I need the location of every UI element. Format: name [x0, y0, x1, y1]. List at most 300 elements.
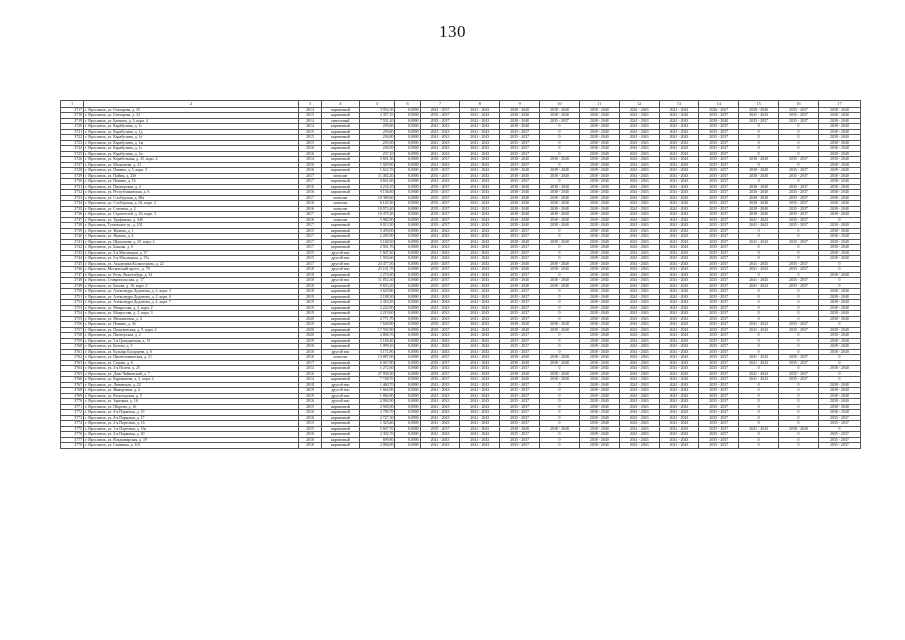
table-cell: 2038 - 2040: [540, 261, 580, 267]
table-cell: 2035 - 2037: [699, 289, 739, 295]
table-cell: 2041 - 2043: [460, 239, 500, 245]
table-cell: 2016: [299, 371, 322, 377]
table-cell: 2041 - 2043: [659, 173, 699, 179]
table-cell: 2038 - 2040: [579, 327, 619, 333]
table-cell: 2038 - 2040: [500, 217, 540, 223]
table-cell: 0: [779, 432, 819, 438]
table-cell: 3721: [61, 129, 84, 135]
table-cell: 2041 - 2043: [659, 410, 699, 416]
table-cell: 2038 - 2040: [540, 322, 580, 328]
table-cell: 0: [540, 245, 580, 251]
table-cell: 2038 - 2040: [579, 179, 619, 185]
table-cell: 0,0000: [395, 410, 420, 416]
table-cell: кирпичный: [322, 146, 360, 152]
table-cell: 2038 - 2040: [500, 195, 540, 201]
table-cell: кирпичный: [322, 360, 360, 366]
table-cell: 2041 - 2043: [460, 261, 500, 267]
table-cell: г. Ярославль, ул. Пионерская, д. 4: [84, 184, 299, 190]
table-cell: 2041 - 2043: [420, 410, 460, 416]
table-cell: 3731: [61, 184, 84, 190]
table-cell: 2035 - 2037: [699, 421, 739, 427]
table-cell: 0: [540, 366, 580, 372]
table-cell: 2035 - 2037: [699, 415, 739, 421]
table-cell: 2015: [299, 421, 322, 427]
table-cell: 2035 - 2037: [699, 245, 739, 251]
table-cell: 0,0000: [395, 129, 420, 135]
table-cell: 0: [779, 228, 819, 234]
table-cell: 2016: [299, 344, 322, 350]
table-cell: 2035 - 2037: [500, 399, 540, 405]
table-cell: 3768: [61, 388, 84, 394]
table-cell: 2041 - 2043: [420, 289, 460, 295]
table-cell: 5 607,70: [359, 426, 395, 432]
table-cell: 9 653,20: [359, 283, 395, 289]
table-cell: 0: [779, 140, 819, 146]
table-cell: 2041 - 2043: [460, 355, 500, 361]
table-cell: 2038 - 2040: [500, 206, 540, 212]
table-cell: 2035 - 2037: [699, 228, 739, 234]
table-cell: г. Ярославль, ул. Пионеловковская, д. 21: [84, 355, 299, 361]
table-cell: 2041 - 2043: [460, 151, 500, 157]
table-cell: 2035 - 2037: [420, 278, 460, 284]
table-cell: 0: [779, 124, 819, 130]
table-cell: 3756: [61, 322, 84, 328]
table-cell: 2041 - 2043: [619, 415, 659, 421]
table-cell: 2041 - 2043: [420, 179, 460, 185]
table-cell: 2041 - 2043: [460, 146, 500, 152]
table-cell: 0,0000: [395, 349, 420, 355]
table-cell: 3 952,50: [359, 107, 395, 113]
table-cell: 2041 - 2043: [619, 410, 659, 416]
table-cell: 2016: [299, 206, 322, 212]
table-cell: другой тип: [322, 399, 360, 405]
table-cell: 2041 - 2043: [619, 206, 659, 212]
table-cell: 2035 - 2037: [818, 415, 860, 421]
table-cell: 2035 - 2037: [699, 399, 739, 405]
table-cell: 2038 - 2040: [500, 322, 540, 328]
table-cell: 2038 - 2040: [818, 399, 860, 405]
table-cell: 2041 - 2043: [659, 415, 699, 421]
table-cell: 5 982,90: [359, 217, 395, 223]
table-cell: 2038 - 2040: [579, 349, 619, 355]
table-cell: 2041 - 2043: [460, 415, 500, 421]
table-cell: кирпичный: [322, 366, 360, 372]
table-cell: 0: [540, 382, 580, 388]
table-cell: 2035 - 2037: [779, 184, 819, 190]
table-cell: г. Ярославль, ул. Жаворонки, д. 4: [84, 388, 299, 394]
table-cell: 2035 - 2037: [699, 344, 739, 350]
table-cell: 3762: [61, 355, 84, 361]
table-cell: другой тип: [322, 278, 360, 284]
table-cell: 3740: [61, 234, 84, 240]
table-cell: 2038 - 2040: [540, 195, 580, 201]
table-cell: г. Ярославль, ул. Карабулина, д. 1е: [84, 135, 299, 141]
table-cell: 2041 - 2043: [460, 217, 500, 223]
table-cell: 2019: [299, 294, 322, 300]
table-cell: 2035 - 2037: [500, 393, 540, 399]
table-cell: 0: [739, 179, 779, 185]
table-cell: 2041 - 2043: [659, 399, 699, 405]
table-cell: 2041 - 2043: [460, 267, 500, 273]
table-cell: 2038 - 2040: [579, 261, 619, 267]
table-cell: 0: [818, 322, 860, 328]
table-cell: 2038 - 2040: [579, 371, 619, 377]
table-cell: 2038 - 2040: [818, 256, 860, 262]
table-cell: 0,0000: [395, 124, 420, 130]
table-cell: 2017: [299, 223, 322, 229]
table-cell: кирпичный: [322, 415, 360, 421]
table-cell: 0: [779, 349, 819, 355]
table-cell: 2038 - 2040: [500, 223, 540, 229]
table-cell: г. Ярославль, Московский просп., д. 78: [84, 267, 299, 273]
table-cell: 0: [540, 404, 580, 410]
table-cell: 2035 - 2037: [699, 437, 739, 443]
table-cell: 0: [540, 349, 580, 355]
table-cell: 2038 - 2040: [579, 113, 619, 119]
table-cell: г. Ярославль, ул. Труфанова, д. 34б: [84, 217, 299, 223]
table-cell: 2035 - 2037: [699, 206, 739, 212]
table-cell: 2038 - 2040: [739, 107, 779, 113]
table-cell: кирпичный: [322, 124, 360, 130]
table-cell: г. Ярославль, ул. Шарона, д. 16: [84, 404, 299, 410]
table-cell: 2038 - 2040: [579, 426, 619, 432]
table-cell: 2038 - 2040: [500, 157, 540, 163]
table-cell: кирпичный: [322, 371, 360, 377]
table-cell: 2041 - 2043: [420, 300, 460, 306]
table-cell: 0: [779, 294, 819, 300]
table-cell: г. Ярославль, ул. Быкова, д. 6: [84, 245, 299, 251]
table-cell: 3 691,30: [359, 157, 395, 163]
table-cell: 2035 - 2037: [500, 432, 540, 438]
table-cell: г. Ярославль, ул. Белова, д. 5: [84, 344, 299, 350]
table-cell: 2038 - 2040: [739, 173, 779, 179]
table-cell: 0: [540, 393, 580, 399]
table-cell: 3759: [61, 338, 84, 344]
table-cell: 2038 - 2040: [540, 360, 580, 366]
table-cell: 2041 - 2043: [420, 382, 460, 388]
table-cell: 2035 - 2037: [699, 382, 739, 388]
table-cell: г. Ярославль, ул. Вологодская, д. 5: [84, 393, 299, 399]
table-cell: 11 852,30: [359, 278, 395, 284]
table-cell: 3751: [61, 294, 84, 300]
table-cell: 2041 - 2043: [420, 333, 460, 339]
table-cell: 0: [540, 333, 580, 339]
table-cell: 2035 - 2037: [420, 113, 460, 119]
table-cell: 2019: [299, 300, 322, 306]
schedule-table: [60, 100, 861, 449]
table-cell: 2038 - 2040: [500, 267, 540, 273]
table-cell: 2041 - 2043: [460, 250, 500, 256]
table-cell: 2035 - 2037: [500, 382, 540, 388]
table-cell: 0,0000: [395, 140, 420, 146]
table-cell: 2038 - 2040: [500, 239, 540, 245]
table-cell: 2038 - 2040: [818, 195, 860, 201]
table-cell: 2035 - 2037: [420, 267, 460, 273]
table-cell: 2038 - 2040: [818, 135, 860, 141]
table-cell: 0: [739, 124, 779, 130]
table-cell: 2041 - 2043: [460, 223, 500, 229]
table-cell: 0,0000: [395, 437, 420, 443]
table-cell: 2038 - 2040: [540, 377, 580, 383]
table-cell: другой тип: [322, 388, 360, 394]
table-cell: 2041 - 2043: [659, 366, 699, 372]
table-cell: г. Ярославль, ул. Слободская, д. 62, корп. 2: [84, 201, 299, 207]
table-cell: 0,0000: [395, 157, 420, 163]
table-cell: 0: [779, 399, 819, 405]
table-cell: 2038 - 2040: [818, 239, 860, 245]
table-cell: 2035 - 2037: [699, 426, 739, 432]
table-cell: 2041 - 2043: [659, 437, 699, 443]
table-cell: 2041 - 2043: [420, 272, 460, 278]
table-cell: 2041 - 2043: [460, 201, 500, 207]
table-cell: 2041 - 2043: [659, 118, 699, 124]
table-cell: 2035 - 2037: [420, 212, 460, 218]
table-cell: г. Ярославль, ул. 5-я Гражданская, д. 15: [84, 338, 299, 344]
table-cell: 3 171,80: [359, 349, 395, 355]
table-cell: 2038 - 2040: [818, 404, 860, 410]
table-cell: 3753: [61, 305, 84, 311]
table-cell: 2035 - 2037: [500, 146, 540, 152]
table-cell: 2035 - 2037: [779, 173, 819, 179]
table-cell: 2041 - 2043: [420, 146, 460, 152]
table-cell: 2041 - 2043: [420, 415, 460, 421]
table-cell: 2035 - 2037: [699, 250, 739, 256]
table-cell: 2038 - 2040: [500, 124, 540, 130]
table-cell: 0: [779, 146, 819, 152]
table-cell: 2038 - 2040: [579, 355, 619, 361]
table-cell: 2041 - 2043: [659, 190, 699, 196]
table-cell: 2038 - 2040: [579, 377, 619, 383]
table-cell: 2 084,90: [359, 399, 395, 405]
table-cell: 2035 - 2037: [420, 322, 460, 328]
table-cell: 2041 - 2043: [619, 250, 659, 256]
table-cell: 2035 - 2037: [699, 311, 739, 317]
table-cell: 2041 - 2043: [619, 305, 659, 311]
table-cell: 2041 - 2043: [619, 344, 659, 350]
table-cell: 0: [779, 388, 819, 394]
table-cell: 2041 - 2043: [659, 239, 699, 245]
table-cell: 2038 - 2040: [818, 118, 860, 124]
table-cell: 2038 - 2040: [818, 305, 860, 311]
table-cell: 2041 - 2043: [619, 272, 659, 278]
table-cell: 2038 - 2040: [500, 377, 540, 383]
table-cell: 2038 - 2040: [579, 322, 619, 328]
table-cell: г. Ярославль, ул. Матросова, д. 2, корп. 2: [84, 305, 299, 311]
table-cell: 2041 - 2043: [619, 382, 659, 388]
table-cell: 2041 - 2043: [659, 212, 699, 218]
table-cell: г. Ярославль, ул. 1-я Портовая, д. 16а: [84, 426, 299, 432]
table-cell: 2035 - 2037: [500, 272, 540, 278]
table-cell: 2041 - 2043: [659, 256, 699, 262]
table-cell: 0,0000: [395, 333, 420, 339]
table-cell: 0,0000: [395, 151, 420, 157]
table-cell: 2035 - 2037: [500, 344, 540, 350]
table-cell: 2038 - 2040: [818, 272, 860, 278]
table-cell: 2035 - 2037: [699, 283, 739, 289]
table-cell: г. Ярославль, ул. Карабулина, д. 1з: [84, 146, 299, 152]
table-cell: 2035 - 2037: [699, 278, 739, 284]
table-cell: 0,0000: [395, 135, 420, 141]
table-cell: 2038 - 2040: [818, 327, 860, 333]
table-cell: 2035 - 2037: [500, 234, 540, 240]
table-cell: 2041 - 2043: [619, 184, 659, 190]
table-cell: 2019: [299, 305, 322, 311]
table-cell: 2041 - 2043: [619, 437, 659, 443]
table-cell: 2038 - 2040: [579, 250, 619, 256]
table-cell: 2041 - 2043: [659, 311, 699, 317]
table-cell: 0: [739, 135, 779, 141]
table-cell: 2041 - 2043: [739, 261, 779, 267]
table-cell: г. Ярославль, ул. 4-я Парковая, д. 17: [84, 415, 299, 421]
table-cell: 2041 - 2043: [739, 355, 779, 361]
table-cell: другой тип: [322, 250, 360, 256]
table-cell: 2038 - 2040: [579, 283, 619, 289]
table-cell: 2041 - 2043: [460, 184, 500, 190]
table-cell: 2041 - 2043: [460, 272, 500, 278]
table-cell: 2041 - 2043: [460, 256, 500, 262]
table-cell: 2041 - 2043: [659, 179, 699, 185]
table-cell: 2041 - 2043: [619, 333, 659, 339]
table-cell: 2038 - 2040: [579, 190, 619, 196]
table-cell: 0: [739, 234, 779, 240]
table-cell: 2038 - 2040: [739, 190, 779, 196]
table-cell: 2038 - 2040: [739, 212, 779, 218]
table-cell: 3719: [61, 118, 84, 124]
table-cell: 2015: [299, 129, 322, 135]
table-cell: 2035 - 2037: [420, 283, 460, 289]
table-cell: 2035 - 2037: [779, 278, 819, 284]
table-cell: 3769: [61, 393, 84, 399]
table-cell: 2035 - 2037: [500, 228, 540, 234]
table-cell: 2041 - 2043: [659, 443, 699, 449]
table-cell: г. Ярославль, ул. Панина, д. 36: [84, 322, 299, 328]
table-cell: 2038 - 2040: [579, 267, 619, 273]
table-cell: 239,60: [359, 129, 395, 135]
table-cell: 236,50: [359, 146, 395, 152]
table-cell: 0,0000: [395, 415, 420, 421]
table-cell: кирпичный: [322, 135, 360, 141]
table-cell: кирпичный: [322, 344, 360, 350]
table-cell: 2041 - 2043: [460, 228, 500, 234]
table-cell: 2 222,90: [359, 305, 395, 311]
table-cell: 3755: [61, 316, 84, 322]
table-cell: 2035 - 2037: [500, 410, 540, 416]
table-cell: 2038 - 2040: [818, 228, 860, 234]
table-cell: 1 999,20: [359, 344, 395, 350]
table-cell: г. Ярославль, ул. Серова, д. 6: [84, 360, 299, 366]
table-cell: 0: [739, 294, 779, 300]
table-cell: 2 302,70: [359, 432, 395, 438]
table-cell: 2038 - 2040: [739, 206, 779, 212]
table-cell: 2038 - 2040: [579, 157, 619, 163]
table-cell: 0: [779, 179, 819, 185]
table-cell: 0: [779, 272, 819, 278]
table-cell: 2041 - 2043: [619, 322, 659, 328]
table-cell: г. Ярославль, ул. 2-я Портовая, д. 16: [84, 421, 299, 427]
table-cell: 3773: [61, 415, 84, 421]
table-cell: 2041 - 2043: [619, 355, 659, 361]
table-cell: 0,0000: [395, 217, 420, 223]
table-cell: 0: [739, 388, 779, 394]
table-cell: 0,0000: [395, 388, 420, 394]
table-cell: 2038 - 2040: [579, 393, 619, 399]
table-cell: 2041 - 2043: [420, 432, 460, 438]
table-cell: 0,0000: [395, 399, 420, 405]
table-cell: 23 101,70: [359, 267, 395, 273]
table-cell: 2035 - 2037: [420, 223, 460, 229]
table-cell: 2041 - 2043: [619, 217, 659, 223]
table-cell: 2038 - 2040: [818, 146, 860, 152]
table-cell: 2038 - 2040: [818, 344, 860, 350]
table-cell: 2016: [299, 146, 322, 152]
table-cell: 0,0000: [395, 234, 420, 240]
table-cell: 2038 - 2040: [818, 190, 860, 196]
table-cell: 2035 - 2037: [779, 201, 819, 207]
table-cell: 2035 - 2037: [699, 135, 739, 141]
table-cell: 2038 - 2040: [500, 283, 540, 289]
table-cell: 2038 - 2040: [500, 278, 540, 284]
table-cell: 3722: [61, 135, 84, 141]
table-cell: 2041 - 2043: [659, 184, 699, 190]
table-cell: г. Ярославль, ул. Корабельная, д. 25, корп. 2: [84, 157, 299, 163]
table-cell: 0: [739, 399, 779, 405]
table-cell: 3732: [61, 190, 84, 196]
table-cell: 2035 - 2037: [779, 212, 819, 218]
table-cell: 2041 - 2043: [460, 404, 500, 410]
table-cell: 2041 - 2043: [420, 135, 460, 141]
table-cell: 2035 - 2037: [420, 261, 460, 267]
table-cell: 2041 - 2043: [619, 393, 659, 399]
table-cell: 2038 - 2040: [818, 366, 860, 372]
table-cell: 2041 - 2043: [420, 443, 460, 449]
table-cell: кирпичный: [322, 245, 360, 251]
table-cell: 2038 - 2040: [579, 140, 619, 146]
table-cell: 2041 - 2043: [739, 223, 779, 229]
table-cell: 2041 - 2043: [619, 228, 659, 234]
table-cell: 2041 - 2043: [619, 256, 659, 262]
table-cell: 2041 - 2043: [420, 338, 460, 344]
table-cell: 2041 - 2043: [659, 206, 699, 212]
table-cell: 0: [779, 338, 819, 344]
table-cell: 2041 - 2043: [460, 190, 500, 196]
table-cell: 2035 - 2037: [699, 322, 739, 328]
table-cell: 2020: [299, 327, 322, 333]
table-cell: 9 013,30: [359, 223, 395, 229]
table-cell: 2035 - 2037: [699, 366, 739, 372]
table-cell: 2041 - 2043: [619, 190, 659, 196]
table-cell: 2041 - 2043: [659, 261, 699, 267]
table-cell: г. Ярославль, ул. Гончарова, д. 35: [84, 107, 299, 113]
table-cell: 2041 - 2043: [659, 201, 699, 207]
table-cell: 2041 - 2043: [659, 421, 699, 427]
table-cell: кирпичный: [322, 377, 360, 383]
table-cell: 2041 - 2043: [739, 371, 779, 377]
table-cell: 2038 - 2040: [500, 261, 540, 267]
table-cell: 0,0000: [395, 311, 420, 317]
table-cell: монолит: [322, 217, 360, 223]
table-cell: 2041 - 2043: [659, 135, 699, 141]
table-cell: 2041 - 2043: [460, 234, 500, 240]
table-cell: 2041 - 2043: [420, 316, 460, 322]
table-cell: 2018: [299, 443, 322, 449]
table-cell: 2038 - 2040: [540, 206, 580, 212]
table-cell: 2 806,70: [359, 333, 395, 339]
table-cell: 0,0000: [395, 278, 420, 284]
table-cell: 2038 - 2040: [579, 124, 619, 130]
table-cell: 2041 - 2043: [739, 113, 779, 119]
table-cell: 0,0000: [395, 212, 420, 218]
table-cell: г. Ярославль, ул. Пионерская, д. 2: [84, 333, 299, 339]
